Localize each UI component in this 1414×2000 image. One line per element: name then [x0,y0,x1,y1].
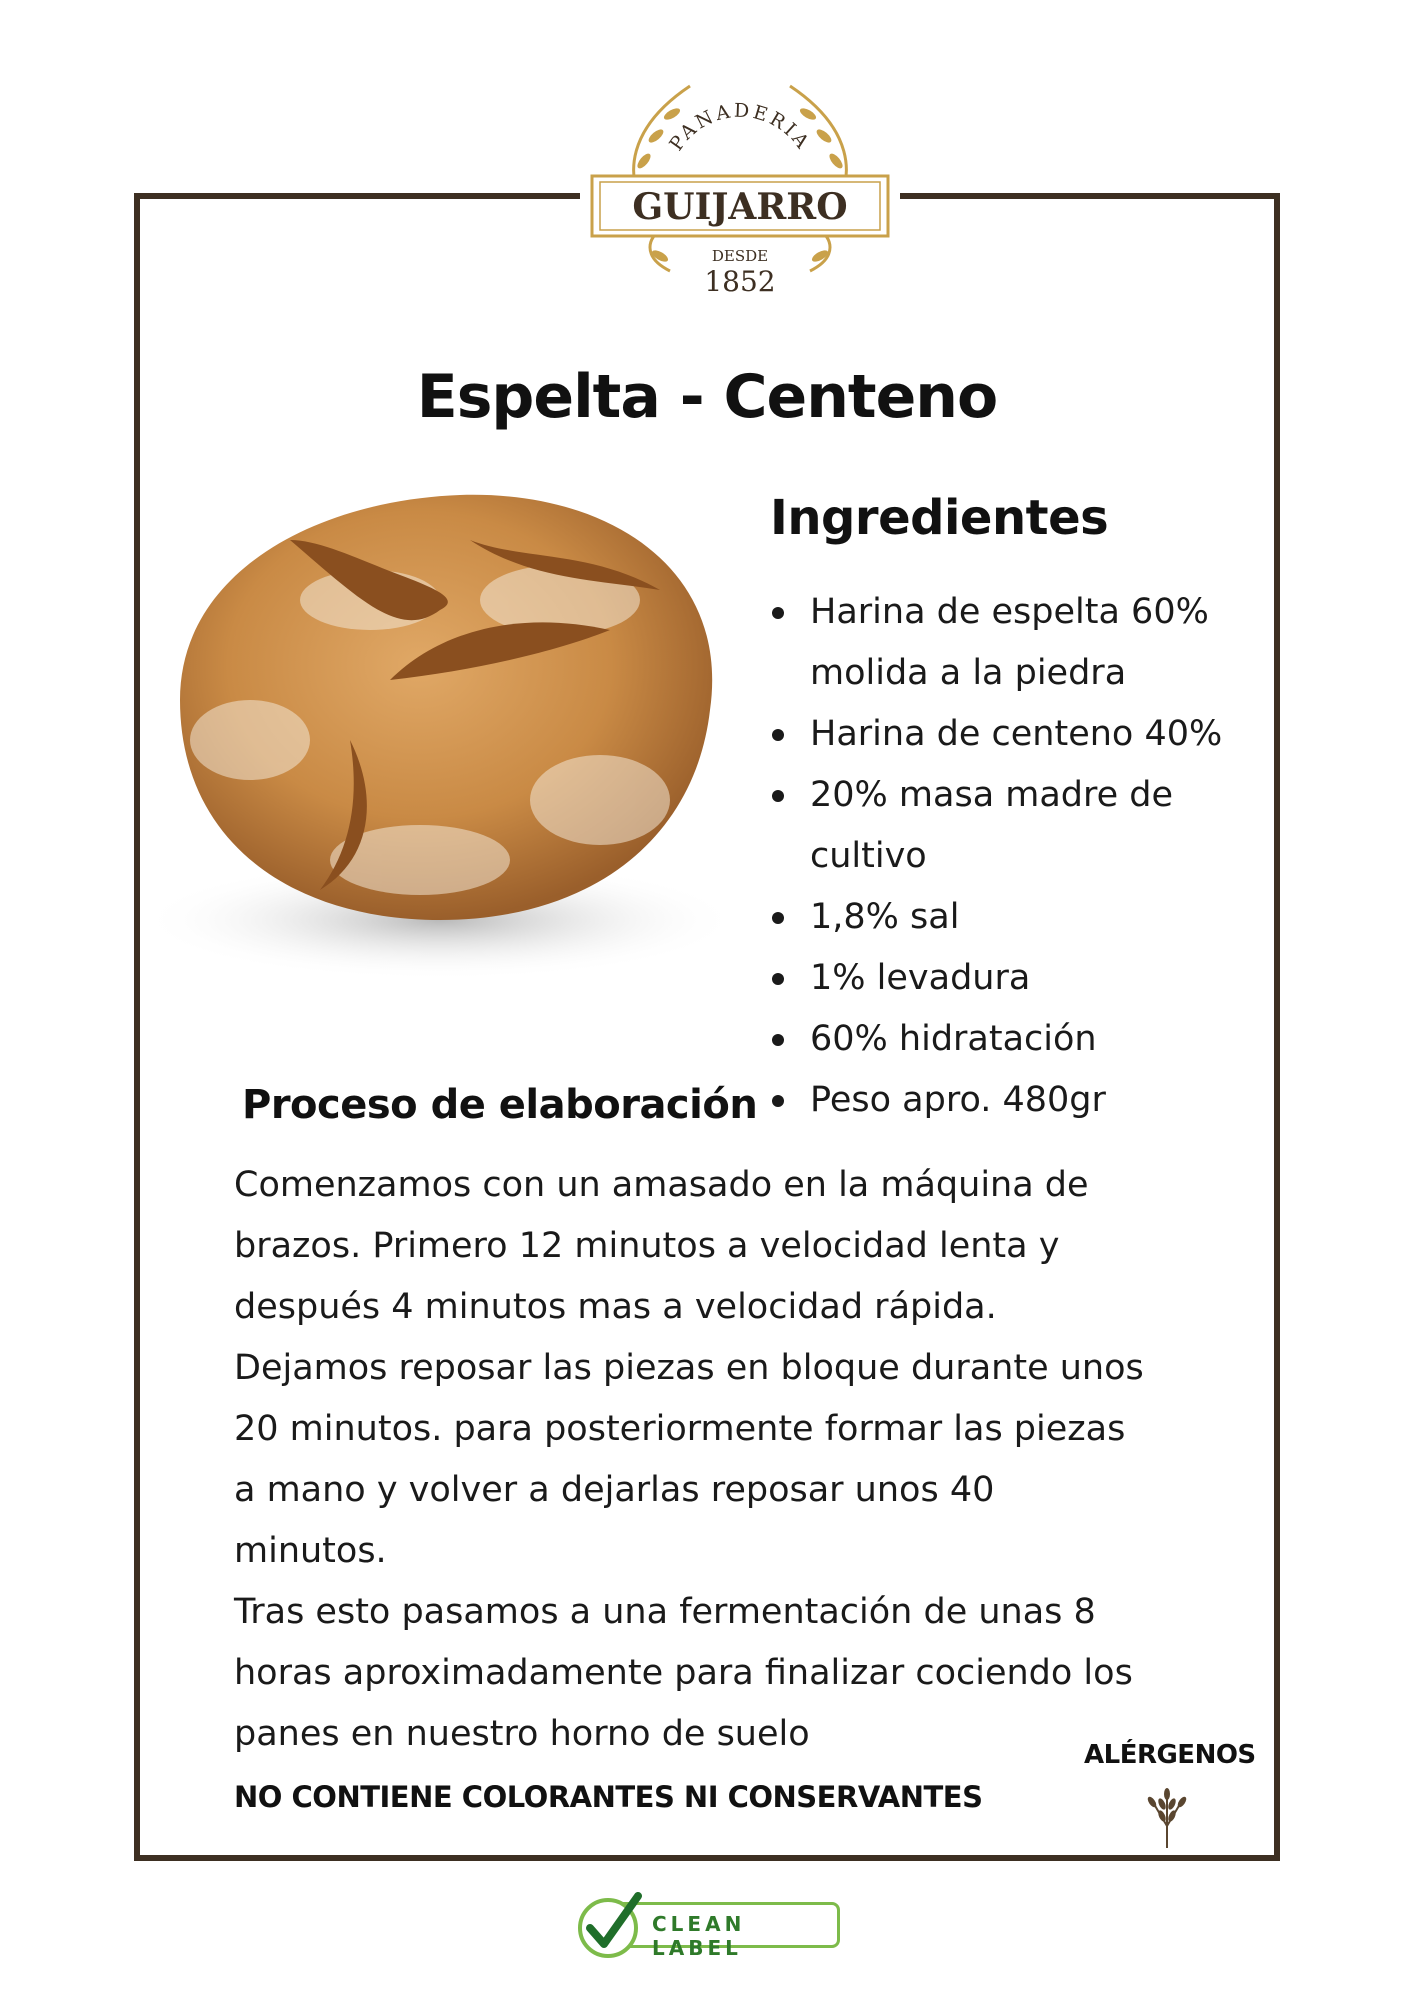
page-title: Espelta - Centeno [416,362,998,432]
bullet-icon [772,790,784,802]
svg-text:PANADERIA [665,100,815,155]
logo-emblem [580,66,900,316]
list-item: 1% levadura [770,948,1250,1009]
process-heading: Proceso de elaboración [242,1082,758,1128]
process-line: 20 minutos. para posteriormente formar las piezas [234,1409,1126,1449]
ingredients-list [770,582,1250,1131]
clean-label-badge [568,1888,844,1960]
bakery-logo [580,66,900,316]
bullet-icon [772,1095,784,1107]
no-additives-notice: NO CONTIENE COLORANTES NI CONSERVANTES [234,1780,983,1814]
bullet-icon [772,607,784,619]
list-item: 60% hidratación [770,1009,1250,1070]
process-line: minutos. [234,1531,387,1571]
checkmark-icon [568,1888,648,1960]
list-item: 20% masa madre de cultivo [770,765,1250,887]
process-line: brazos. Primero 12 minutos a velocidad lenta y [234,1226,1060,1266]
bullet-icon [772,1034,784,1046]
process-line: Comenzamos con un amasado en la máquina de [234,1165,1089,1205]
bullet-icon [772,729,784,741]
process-line: Tras esto pasamos a una fermentación de unas 8 [234,1592,1096,1632]
list-item: Peso apro. 480gr [770,1070,1250,1131]
logo-top-text: PANADERIA [665,99,815,155]
process-line: panes en nuestro horno de suelo [234,1714,810,1754]
wheat-icon [1140,1786,1194,1850]
list-item: Harina de espelta 60% molida a la piedra [770,582,1250,704]
clean-label-text: CLEAN LABEL [652,1912,746,1960]
process-line: a mano y volver a dejarlas reposar unos 40 [234,1470,995,1510]
process-line: después 4 minutos mas a velocidad rápida. [234,1287,997,1327]
bullet-icon [772,973,784,985]
allergens-label: ALÉRGENOS [1084,1740,1256,1770]
ingredients-heading: Ingredientes [770,490,1109,546]
process-line: horas aproximadamente para finalizar cociendo los [234,1653,1133,1693]
list-item: 1,8% sal [770,887,1250,948]
logo-name: GUIJARRO [632,186,848,228]
bread-image [140,480,760,1000]
bullet-icon [772,912,784,924]
process-text [234,1155,1214,1765]
process-line: Dejamos reposar las piezas en bloque durante unos [234,1348,1144,1388]
list-item: Harina de centeno 40% [770,704,1250,765]
logo-year: 1852 [704,265,776,298]
logo-since: DESDE [711,247,769,265]
